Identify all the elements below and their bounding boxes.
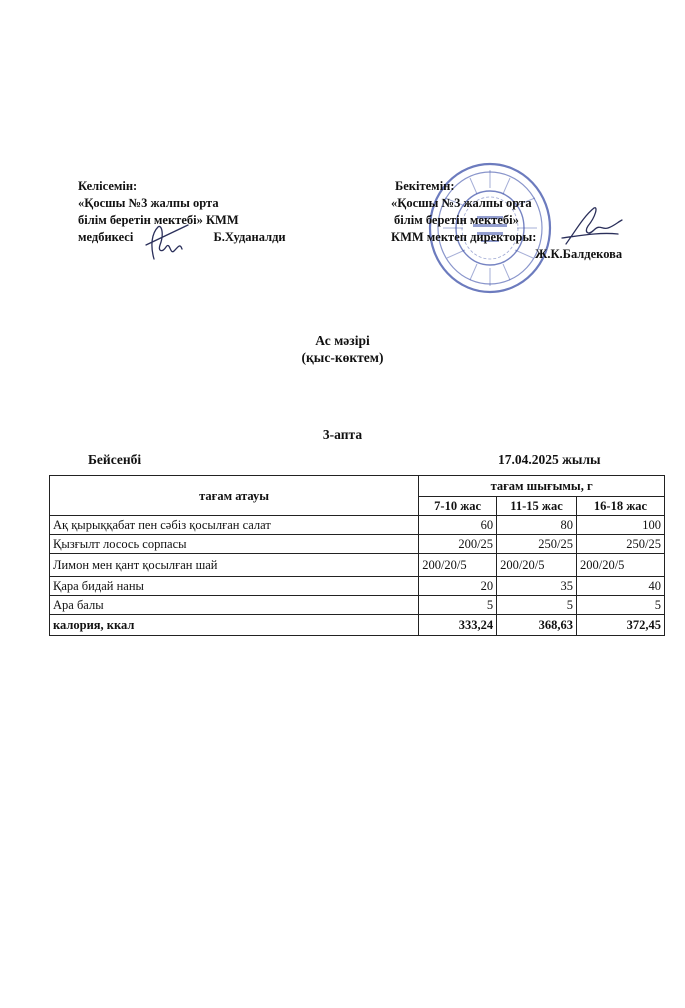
day-label: Бейсенбі	[88, 452, 142, 467]
dish-value: 200/20/5	[419, 554, 497, 577]
table-row	[50, 596, 665, 615]
age-group-header: 11-15 жас	[497, 497, 577, 516]
approval-right-heading: Бекітемін:	[395, 179, 455, 193]
approval-right-line2: білім беретін мектебі»	[394, 213, 519, 227]
dish-value: 5	[576, 596, 664, 615]
table-row	[50, 577, 665, 596]
total-value: 333,24	[419, 615, 497, 636]
approval-left-role: медбикесі	[78, 230, 134, 244]
approval-right-line1: «Қосшы №3 жалпы орта	[391, 196, 532, 210]
menu-title: Ас мәзірі	[315, 333, 370, 348]
nurse-signature-icon	[140, 215, 195, 265]
total-label: калория, ккал	[50, 615, 419, 636]
dish-value: 5	[419, 596, 497, 615]
dish-value: 100	[576, 516, 664, 535]
approval-left-heading: Келісемін:	[78, 179, 138, 193]
col-name-header: тағам атауы	[50, 476, 419, 516]
approval-right-line4: Ж.К.Балдекова	[535, 247, 623, 261]
table-row	[50, 554, 665, 577]
dish-name: Ақ қырыққабат пен сәбіз қосылған салат	[50, 516, 419, 535]
table-row	[50, 516, 665, 535]
age-group-header: 7-10 жас	[419, 497, 497, 516]
dish-value: 200/25	[419, 535, 497, 554]
dish-name: Қызғылт лосось сорпасы	[50, 535, 419, 554]
dish-value: 80	[497, 516, 577, 535]
menu-table	[49, 475, 665, 636]
menu-season: (қыс-көктем)	[301, 350, 384, 365]
dish-value: 250/25	[497, 535, 577, 554]
dish-value: 35	[497, 577, 577, 596]
week-label: 3-апта	[322, 427, 363, 442]
dish-value: 60	[419, 516, 497, 535]
total-value: 372,45	[576, 615, 664, 636]
col-output-header: тағам шығымы, г	[419, 476, 665, 497]
dish-value: 5	[497, 596, 577, 615]
dish-value: 200/20/5	[576, 554, 664, 577]
dish-value: 20	[419, 577, 497, 596]
dish-name: Қара бидай наны	[50, 577, 419, 596]
approval-left-line1: «Қосшы №3 жалпы орта	[78, 196, 219, 210]
director-signature-icon	[558, 200, 628, 250]
dish-name: Лимон мен қант қосылған шай	[50, 554, 419, 577]
dish-value: 40	[576, 577, 664, 596]
age-group-header: 16-18 жас	[576, 497, 664, 516]
dish-value: 200/20/5	[497, 554, 577, 577]
table-total-row	[50, 615, 665, 636]
total-value: 368,63	[497, 615, 577, 636]
approval-left-name: Б.Худаналди	[213, 230, 286, 244]
table-header-row	[50, 476, 665, 497]
date-label: 17.04.2025 жылы	[498, 452, 601, 467]
table-row	[50, 535, 665, 554]
dish-value: 250/25	[576, 535, 664, 554]
dish-name: Ара балы	[50, 596, 419, 615]
approval-left-line2: білім беретін мектебі» КММ	[78, 213, 239, 227]
approval-right-line3: КММ мектеп директоры:	[391, 230, 537, 244]
